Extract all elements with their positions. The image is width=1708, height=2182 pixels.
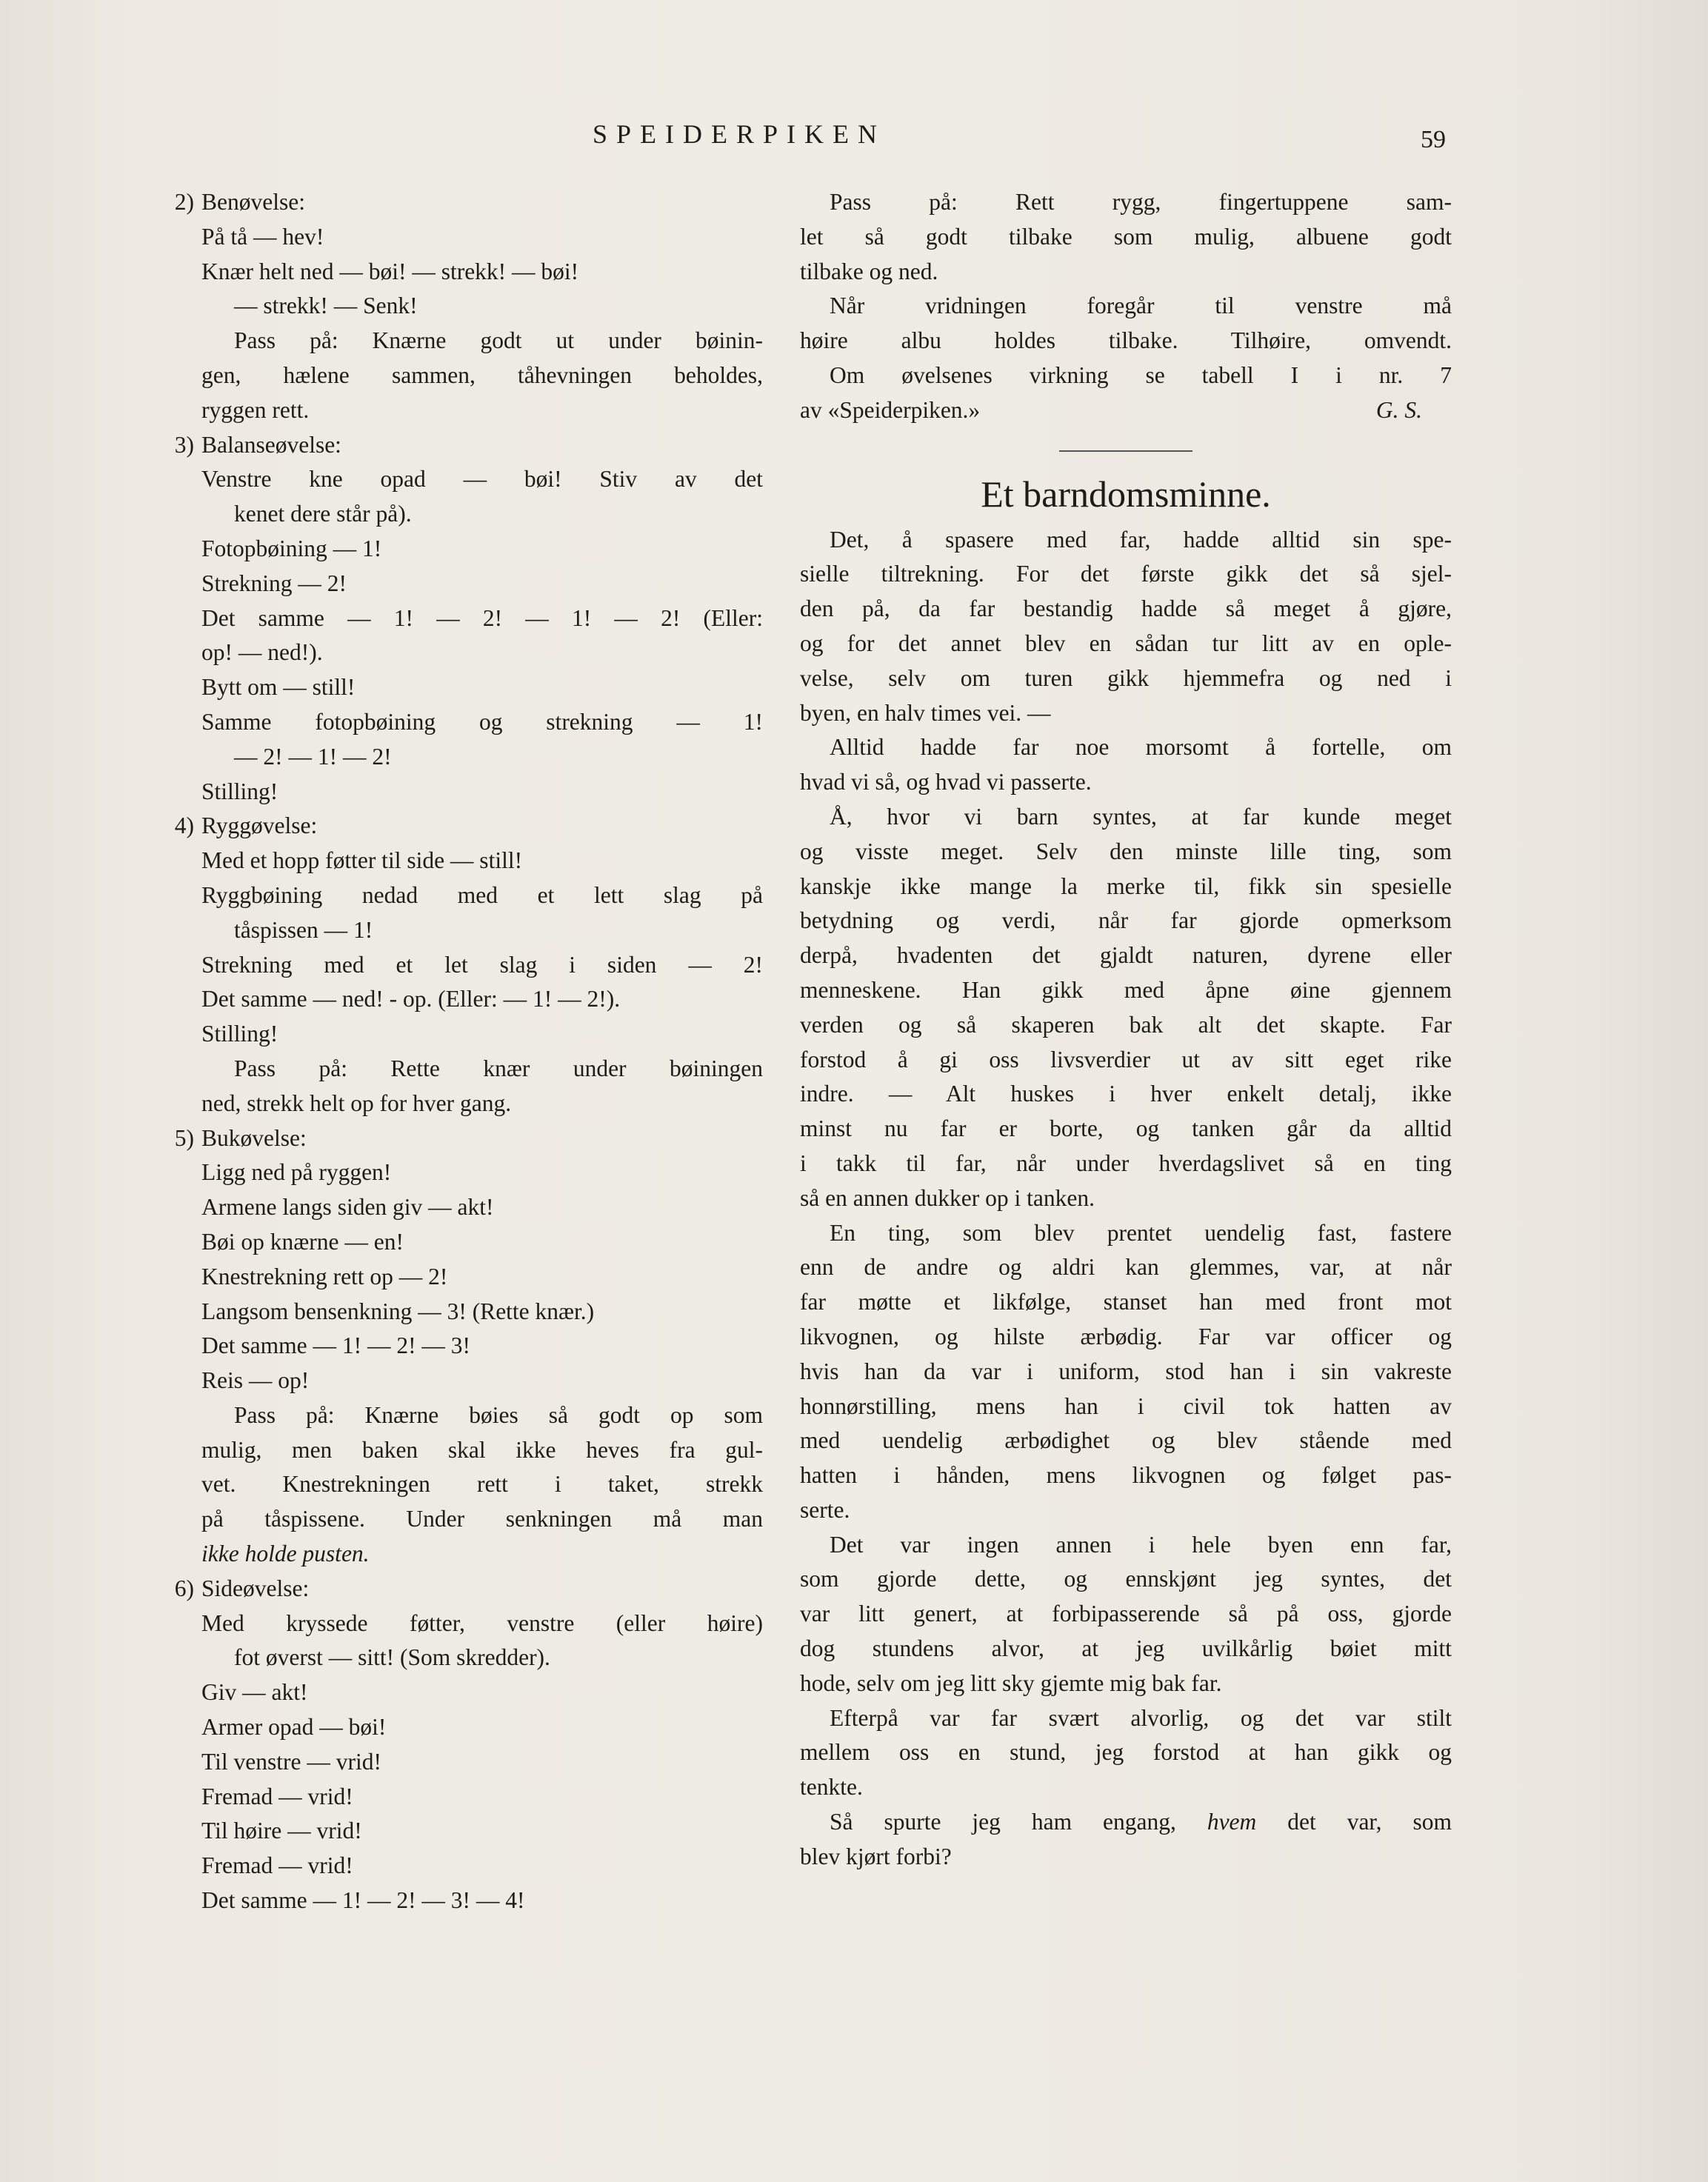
line-text: hvis han da var i uniform, stod han i sin vakreste <box>800 1358 1452 1384</box>
line-text: op! — ned!). <box>201 639 323 666</box>
text-line <box>148 1467 763 1502</box>
line-text: — strekk! — Senk! <box>234 293 418 319</box>
text-line <box>148 1814 763 1849</box>
text-line <box>148 1433 763 1468</box>
line-text: blev kjørt forbi? <box>800 1843 952 1869</box>
line-text: Alltid hadde far noe morsomt å fortelle, om <box>830 734 1452 761</box>
text-line <box>800 1147 1452 1181</box>
line-text: Ryggbøining nedad med et lett slag på <box>201 881 763 908</box>
text-line <box>148 1364 763 1398</box>
line-text: betydning og verdi, når far gjorde opmerksom <box>800 907 1452 934</box>
text-line <box>148 1572 763 1607</box>
text-line <box>148 1225 763 1260</box>
text-line <box>800 393 1452 428</box>
article-body <box>800 523 1452 1875</box>
text-line <box>800 627 1452 661</box>
emphasized-word: hvem <box>1207 1809 1257 1835</box>
exercise-heading: Bukøvelse: <box>201 1124 307 1151</box>
text-line <box>148 185 763 220</box>
text-line <box>800 870 1452 904</box>
text-line <box>800 938 1452 973</box>
line-text: med uendelig ærbødighet og blev stående med <box>800 1427 1452 1454</box>
line-text: Strekning — 2! <box>201 570 347 596</box>
line-text: Armene langs siden giv — akt! <box>201 1194 494 1221</box>
exercise-heading: Balanseøvelse: <box>201 431 341 458</box>
text-line <box>800 904 1452 938</box>
line-text: Bøi op knærne — en! <box>201 1228 404 1255</box>
text-line <box>148 289 763 324</box>
exercise-notes <box>800 185 1452 428</box>
line-text: Armer opad — bøi! <box>201 1714 387 1741</box>
line-text: Giv — akt! <box>201 1679 308 1706</box>
line-text: Langsom bensenkning — 3! (Rette knær.) <box>201 1298 595 1324</box>
line-text: Det samme — ned! - op. (Eller: — 1! — 2!). <box>201 986 621 1012</box>
line-text: velse, selv om turen gikk hjemmefra og ned i <box>800 664 1452 691</box>
text-line <box>148 1710 763 1745</box>
line-text: dog stundens alvor, at jeg uvilkårlig bøiet mitt <box>800 1635 1452 1662</box>
text-line <box>148 878 763 913</box>
line-text: hatten i hånden, mens likvognen og følget pas- <box>800 1462 1452 1489</box>
text-line <box>800 1355 1452 1389</box>
section-divider <box>1059 450 1192 452</box>
line-text: sielle tiltrekning. For det første gikk det så sjel- <box>800 561 1452 587</box>
text-line <box>800 1043 1452 1078</box>
line-text: let så godt tilbake som mulig, albuene godt <box>800 223 1452 250</box>
text-line <box>800 1805 1452 1840</box>
text-line <box>148 1849 763 1884</box>
text-line <box>148 1641 763 1675</box>
text-line <box>148 982 763 1017</box>
text-line <box>800 1285 1452 1320</box>
text-line <box>148 1329 763 1364</box>
text-line <box>800 185 1452 220</box>
line-text: vet. Knestrekningen rett i taket, strekk <box>201 1471 763 1498</box>
text-line <box>800 1250 1452 1285</box>
page-number: 59 <box>1421 126 1446 153</box>
line-text: ikke holde pusten. <box>201 1541 370 1567</box>
text-line <box>800 523 1452 558</box>
line-text: Stilling! <box>201 778 278 804</box>
line-text: Samme fotopbøining og strekning — 1! <box>201 708 763 735</box>
line-text: tåspissen — 1! <box>234 916 373 943</box>
exercise-number: 4) <box>174 813 194 839</box>
line-text: Efterpå var far svært alvorlig, og det var stilt <box>830 1704 1452 1731</box>
line-text: ryggen rett. <box>201 396 310 423</box>
text-line <box>148 775 763 810</box>
text-line <box>800 730 1452 765</box>
line-text: Til høire — vrid! <box>201 1818 362 1844</box>
text-line <box>148 670 763 705</box>
text-line <box>148 1502 763 1537</box>
text-line <box>800 1735 1452 1770</box>
text-line <box>148 393 763 428</box>
text-line <box>800 1320 1452 1355</box>
text-line <box>800 358 1452 393</box>
text-line <box>148 462 763 497</box>
line-text: Pass på: Rette knær under bøiningen <box>234 1055 763 1081</box>
line-text: Venstre kne opad — bøi! Stiv av det <box>201 466 763 493</box>
exercise-number: 3) <box>174 431 194 458</box>
line-text: kanskje ikke mange la merke til, fikk sin spesielle <box>800 873 1452 899</box>
text-line <box>800 696 1452 731</box>
text-line <box>800 1458 1452 1493</box>
text-line <box>148 809 763 844</box>
line-text: Med kryssede føtter, venstre (eller høire) <box>201 1609 763 1636</box>
line-text: likvognen, og hilste ærbødig. Far var officer og <box>800 1323 1452 1349</box>
line-text: honnørstilling, mens han i civil tok hatten av <box>800 1392 1452 1419</box>
text-line <box>148 497 763 532</box>
article-title: Et barndomsminne. <box>981 473 1271 515</box>
line-text: den på, da far bestandig hadde så meget å gjøre, <box>800 595 1452 622</box>
text-line <box>800 1077 1452 1112</box>
text-line <box>148 532 763 567</box>
text-line <box>800 592 1452 627</box>
text-line <box>800 1389 1452 1424</box>
text-line <box>148 601 763 636</box>
text-line <box>800 557 1452 592</box>
text-line <box>148 255 763 290</box>
line-text: forstod å gi oss livsverdier ut av sitt eget rike <box>800 1046 1452 1072</box>
line-text: Ligg ned på ryggen! <box>201 1159 392 1186</box>
line-text: Fremad — vrid! <box>201 1783 353 1809</box>
line-text: det var, som <box>1256 1809 1452 1835</box>
line-text: Med et hopp føtter til side — still! <box>201 847 523 874</box>
text-line <box>148 567 763 601</box>
text-line <box>148 1398 763 1433</box>
line-text: minst nu far er borte, og tanken går da alltid <box>800 1115 1452 1142</box>
line-text: som gjorde dette, og ennskjønt jeg syntes, det <box>800 1566 1452 1592</box>
line-text: Pass på: Rett rygg, fingertuppene sam- <box>830 189 1452 215</box>
line-text: Bytt om — still! <box>201 674 356 701</box>
line-text: Å, hvor vi barn syntes, at far kunde meget <box>830 803 1452 830</box>
text-line <box>800 1632 1452 1666</box>
line-text: Stilling! <box>201 1021 278 1047</box>
text-line <box>148 1017 763 1052</box>
text-line <box>148 913 763 948</box>
text-line <box>148 1190 763 1225</box>
exercise-number: 6) <box>174 1575 194 1601</box>
line-text: tenkte. <box>800 1774 863 1801</box>
text-line <box>148 1087 763 1121</box>
line-text: Når vridningen foregår til venstre må <box>830 293 1452 319</box>
line-text: Det, å spasere med far, hadde alltid sin spe- <box>830 526 1452 553</box>
line-text: Om øvelsenes virkning se tabell I i nr. 7 <box>830 361 1452 388</box>
text-line <box>148 948 763 983</box>
text-line <box>800 973 1452 1008</box>
text-line <box>800 1493 1452 1528</box>
text-line <box>800 1216 1452 1251</box>
text-line <box>800 1528 1452 1563</box>
line-text: i takk til far, når under hverdagslivet så en ting <box>800 1150 1452 1176</box>
text-line <box>148 1607 763 1641</box>
left-column <box>148 185 763 1918</box>
line-text: ned, strekk helt op for hver gang. <box>201 1090 512 1116</box>
line-text: tilbake og ned. <box>800 258 938 284</box>
line-text: Fremad — vrid! <box>201 1852 353 1879</box>
text-line <box>800 1597 1452 1632</box>
text-line <box>800 800 1452 835</box>
text-line <box>148 635 763 670</box>
line-text: derpå, hvadenten det gjaldt naturen, dyrene eller <box>800 942 1452 969</box>
text-line <box>800 289 1452 324</box>
text-line <box>800 765 1452 800</box>
text-line <box>148 324 763 358</box>
line-text: Det samme — 1! — 2! — 1! — 2! (Eller: <box>201 604 763 631</box>
line-text: hvad vi så, og hvad vi passerte. <box>800 769 1092 795</box>
line-text: far møtte et likfølge, stanset han med front mot <box>800 1289 1452 1315</box>
line-text: Til venstre — vrid! <box>201 1748 381 1775</box>
text-line <box>800 661 1452 696</box>
line-text: fot øverst — sitt! (Som skredder). <box>234 1644 550 1671</box>
line-text: Knær helt ned — bøi! — strekk! — bøi! <box>201 258 579 284</box>
line-text: på tåspissene. Under senkningen må man <box>201 1506 763 1532</box>
line-text: mellem oss en stund, jeg forstod at han gikk og <box>800 1739 1452 1766</box>
exercise-heading: Benøvelse: <box>201 189 305 215</box>
line-text: og visste meget. Selv den minste lille ting, som <box>800 838 1452 864</box>
text-line <box>800 1666 1452 1701</box>
text-line <box>800 1181 1452 1216</box>
text-line <box>148 1121 763 1156</box>
line-text: høire albu holdes tilbake. Tilhøire, omvendt. <box>800 327 1452 354</box>
line-text: Det var ingen annen i hele byen enn far, <box>830 1531 1452 1558</box>
line-text: Knestrekning rett op — 2! <box>201 1263 448 1289</box>
text-line <box>148 1884 763 1918</box>
line-text: verden og så skaperen bak alt det skapte. Far <box>800 1011 1452 1038</box>
text-line <box>800 1424 1452 1458</box>
text-line <box>800 1701 1452 1736</box>
line-text: kenet dere står på). <box>234 501 412 527</box>
line-text: Det samme — 1! — 2! — 3! — 4! <box>201 1887 525 1914</box>
text-line <box>148 705 763 740</box>
line-text: var litt genert, at forbipasserende så på oss, gjorde <box>800 1601 1452 1627</box>
text-line <box>800 1770 1452 1805</box>
line-text: av «Speiderpiken.» <box>800 396 981 423</box>
running-header: SPEIDERPIKEN <box>593 119 887 149</box>
line-text: Fotopbøining — 1! <box>201 535 382 561</box>
exercise-number: 2) <box>174 189 194 215</box>
text-line <box>148 220 763 255</box>
exercise-number: 5) <box>174 1124 194 1151</box>
line-text: enn de andre og aldri kan glemmes, var, at når <box>800 1254 1452 1281</box>
text-line <box>148 1745 763 1780</box>
text-line <box>800 324 1452 358</box>
text-line <box>148 358 763 393</box>
line-text: hode, selv om jeg litt sky gjemte mig bak far. <box>800 1669 1222 1696</box>
line-text: Så spurte jeg ham engang, <box>830 1809 1207 1835</box>
text-line <box>148 1260 763 1295</box>
line-text: Det samme — 1! — 2! — 3! <box>201 1332 471 1359</box>
text-line <box>148 1780 763 1815</box>
line-text: Pass på: Knærne godt ut under bøinin- <box>234 327 763 354</box>
exercise-heading: Sideøvelse: <box>201 1575 310 1601</box>
text-line <box>148 1537 763 1572</box>
text-line <box>800 1840 1452 1875</box>
text-line <box>800 1562 1452 1597</box>
text-line <box>148 1052 763 1087</box>
text-line <box>800 255 1452 290</box>
line-text: Reis — op! <box>201 1367 310 1394</box>
text-line <box>148 1675 763 1710</box>
line-text: mulig, men baken skal ikke heves fra gul- <box>201 1436 763 1463</box>
line-text: På tå — hev! <box>201 223 324 250</box>
text-line <box>800 1008 1452 1043</box>
line-text: og for det annet blev en sådan tur litt av en ople- <box>800 630 1452 656</box>
text-line <box>148 844 763 878</box>
author-signature: G. S. <box>1375 396 1422 423</box>
right-column <box>800 185 1452 1875</box>
text-line <box>800 835 1452 870</box>
exercise-heading: Ryggøvelse: <box>201 813 318 839</box>
line-text: så en annen dukker op i tanken. <box>800 1184 1095 1211</box>
text-line <box>148 1295 763 1329</box>
line-text: En ting, som blev prentet uendelig fast, fastere <box>830 1219 1452 1246</box>
text-line <box>800 1112 1452 1147</box>
text-line <box>148 428 763 463</box>
line-text: byen, en halv times vei. — <box>800 699 1051 726</box>
text-line <box>148 740 763 775</box>
line-text: serte. <box>800 1496 850 1523</box>
text-line <box>800 220 1452 255</box>
line-text: Pass på: Knærne bøies så godt op som <box>234 1401 763 1428</box>
line-text: gen, hælene sammen, tåhevningen beholdes, <box>201 361 763 388</box>
text-line <box>148 1155 763 1190</box>
line-text: indre. — Alt huskes i hver enkelt detalj, ikke <box>800 1081 1452 1107</box>
line-text: — 2! — 1! — 2! <box>234 743 392 770</box>
line-text: Strekning med et let slag i siden — 2! <box>201 951 763 978</box>
line-text: menneskene. Han gikk med åpne øine gjennem <box>800 976 1452 1003</box>
